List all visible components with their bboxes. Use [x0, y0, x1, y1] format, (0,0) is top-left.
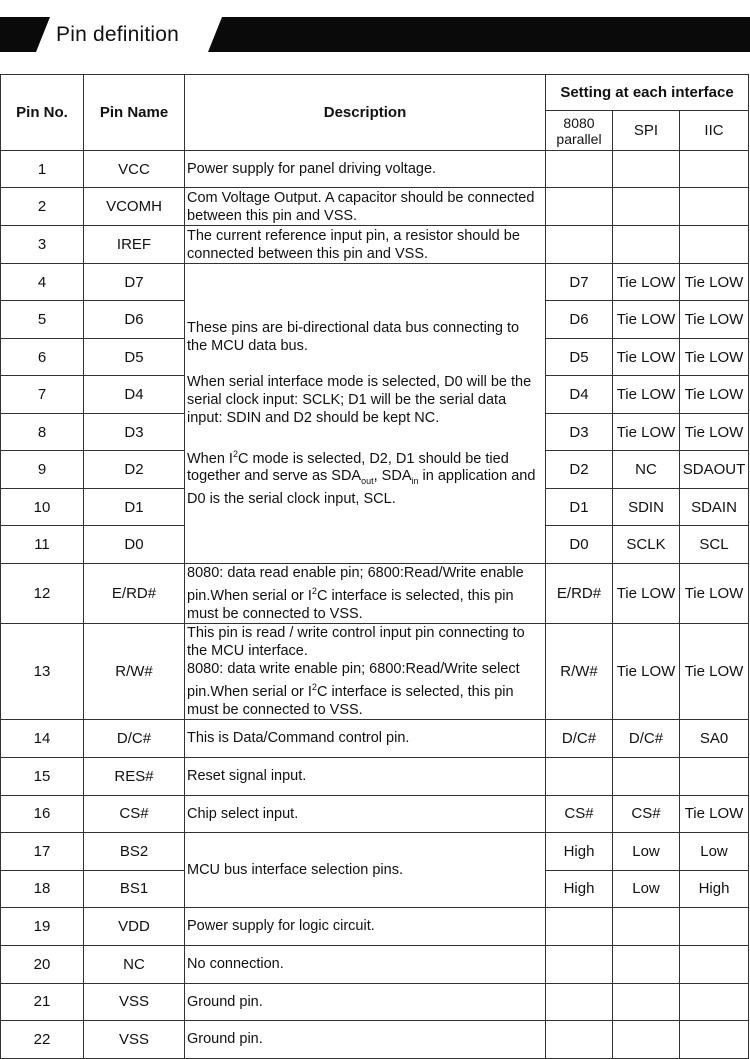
pin-no: 12: [1, 564, 84, 624]
pin-description: No connection.: [185, 945, 546, 983]
setting-8080: D1: [546, 489, 613, 526]
setting-spi: [613, 188, 680, 226]
pin-no: 13: [1, 623, 84, 719]
setting-spi: D/C#: [613, 719, 680, 757]
data-bus-desc-p1: These pins are bi-directional data bus connecting to the MCU data bus.: [187, 319, 520, 354]
pin-description: 8080: data read enable pin; 6800:Read/Write enable pin.When serial or $I^2C$ interface is selected, this pin must be connected to VSS.: [185, 564, 546, 624]
pin-no: 15: [1, 757, 84, 795]
header-row-1: [1, 75, 749, 111]
setting-iic: High: [680, 870, 749, 907]
setting-8080: D5: [546, 339, 613, 376]
setting-iic: [680, 1020, 749, 1058]
setting-spi: [613, 983, 680, 1020]
table-row: [1, 795, 749, 832]
pin-name: D6: [84, 301, 185, 339]
pin-name: VCOMH: [84, 188, 185, 226]
table-row: [1, 983, 749, 1020]
setting-iic: Tie LOW: [680, 623, 749, 719]
pin-name: BS2: [84, 832, 185, 870]
setting-8080: D6: [546, 301, 613, 339]
table-row: [1, 151, 749, 188]
pin-no: 20: [1, 945, 84, 983]
pin-no: 11: [1, 526, 84, 564]
pin-no: 16: [1, 795, 84, 832]
pin-no: 4: [1, 264, 84, 301]
setting-spi: Tie LOW: [613, 623, 680, 719]
setting-8080: D/C#: [546, 719, 613, 757]
pin-no: 8: [1, 414, 84, 451]
setting-8080: E/RD#: [546, 564, 613, 624]
pin-no: 3: [1, 226, 84, 264]
setting-iic: [680, 983, 749, 1020]
pin-no: 18: [1, 870, 84, 907]
setting-iic: [680, 226, 749, 264]
setting-8080: D7: [546, 264, 613, 301]
pin-description: Ground pin.: [185, 1020, 546, 1058]
pin-name: BS1: [84, 870, 185, 907]
setting-iic: SCL: [680, 526, 749, 564]
setting-spi: [613, 907, 680, 945]
setting-iic: SDAIN: [680, 489, 749, 526]
pin-no: 2: [1, 188, 84, 226]
pin-no: 9: [1, 451, 84, 489]
setting-iic: Tie LOW: [680, 414, 749, 451]
pin-name: VSS: [84, 1020, 185, 1058]
setting-iic: [680, 907, 749, 945]
setting-8080: [546, 757, 613, 795]
setting-iic: [680, 151, 749, 188]
pin-name: VCC: [84, 151, 185, 188]
pin-description: Chip select input.: [185, 795, 546, 832]
header-description: Description: [185, 75, 546, 151]
pin-name: D7: [84, 264, 185, 301]
setting-spi: Tie LOW: [613, 414, 680, 451]
pin-no: 10: [1, 489, 84, 526]
setting-spi: [613, 226, 680, 264]
setting-8080: [546, 151, 613, 188]
table-row: [1, 623, 749, 719]
header-setting: Setting at each interface: [546, 75, 749, 111]
setting-spi: [613, 1020, 680, 1058]
setting-spi: Tie LOW: [613, 301, 680, 339]
pin-name: D/C#: [84, 719, 185, 757]
pin-table-container: [0, 74, 750, 1059]
setting-spi: Low: [613, 870, 680, 907]
pin-name: IREF: [84, 226, 185, 264]
setting-iic: Tie LOW: [680, 564, 749, 624]
pin-description: This pin is read / write control input pin connecting to the MCU interface. 8080: data write enable pin; 6800:Read/Write select pin.When serial or $I^2C$ interface is selected, this pin must be connected to VSS.: [185, 623, 546, 719]
setting-iic: [680, 945, 749, 983]
setting-8080: [546, 188, 613, 226]
table-row: [1, 907, 749, 945]
setting-iic: [680, 757, 749, 795]
table-row: [1, 264, 749, 301]
section-title: Pin definition: [56, 23, 180, 46]
table-row: [1, 226, 749, 264]
pin-no: 5: [1, 301, 84, 339]
setting-8080: [546, 945, 613, 983]
pin-name: VSS: [84, 983, 185, 1020]
table-row: [1, 757, 749, 795]
pin-no: 7: [1, 376, 84, 414]
pin-name: D3: [84, 414, 185, 451]
setting-spi: [613, 945, 680, 983]
pin-name: D2: [84, 451, 185, 489]
setting-iic: [680, 188, 749, 226]
setting-8080: High: [546, 870, 613, 907]
pin-no: 21: [1, 983, 84, 1020]
header-8080-line2: parallel: [556, 130, 602, 147]
data-bus-desc-p3: When $I^2C$ mode is selected, D2, D1 should be tied together and serve as $SDA_{out}$, $SDA_{in}$ in application and D0 is the serial clock input, SCL.: [187, 448, 536, 508]
header-8080: [546, 111, 613, 151]
setting-spi: NC: [613, 451, 680, 489]
setting-spi: Tie LOW: [613, 264, 680, 301]
header-8080-line1: 8080: [563, 114, 595, 131]
setting-spi: Low: [613, 832, 680, 870]
pin-name: NC: [84, 945, 185, 983]
setting-spi: [613, 757, 680, 795]
pin-description: This is Data/Command control pin.: [185, 719, 546, 757]
pin-description: Power supply for logic circuit.: [185, 907, 546, 945]
header-iic: IIC: [680, 111, 749, 151]
setting-spi: CS#: [613, 795, 680, 832]
header-pin-no: Pin No.: [1, 75, 84, 151]
table-row: [1, 1020, 749, 1058]
pin-name: D1: [84, 489, 185, 526]
pin-description: Com Voltage Output. A capacitor should be connected between this pin and VSS.: [185, 188, 546, 226]
setting-spi: Tie LOW: [613, 564, 680, 624]
pin-description: Ground pin.: [185, 983, 546, 1020]
setting-spi: Tie LOW: [613, 339, 680, 376]
setting-spi: SDIN: [613, 489, 680, 526]
setting-iic: Low: [680, 832, 749, 870]
pin-name: VDD: [84, 907, 185, 945]
pin-name: CS#: [84, 795, 185, 832]
setting-8080: R/W#: [546, 623, 613, 719]
setting-spi: [613, 151, 680, 188]
setting-iic: SA0: [680, 719, 749, 757]
setting-8080: CS#: [546, 795, 613, 832]
table-row: [1, 564, 749, 624]
pin-description: The current reference input pin, a resistor should be connected between this pin and VSS.: [185, 226, 546, 264]
pin-name: D0: [84, 526, 185, 564]
header-pin-name: Pin Name: [84, 75, 185, 151]
setting-8080: D3: [546, 414, 613, 451]
pin-no: 22: [1, 1020, 84, 1058]
setting-8080: High: [546, 832, 613, 870]
pin-no: 17: [1, 832, 84, 870]
setting-iic: Tie LOW: [680, 339, 749, 376]
setting-iic: Tie LOW: [680, 795, 749, 832]
setting-8080: D2: [546, 451, 613, 489]
header-spi: SPI: [613, 111, 680, 151]
table-row: [1, 188, 749, 226]
bus-select-description: MCU bus interface selection pins.: [185, 832, 546, 907]
setting-iic: SDAOUT: [680, 451, 749, 489]
pin-name: D5: [84, 339, 185, 376]
pin-name: R/W#: [84, 623, 185, 719]
setting-8080: [546, 1020, 613, 1058]
pin-no: 1: [1, 151, 84, 188]
setting-iic: Tie LOW: [680, 301, 749, 339]
setting-8080: D0: [546, 526, 613, 564]
table-row: [1, 719, 749, 757]
pin-name: D4: [84, 376, 185, 414]
pin-description: Power supply for panel driving voltage.: [185, 151, 546, 188]
setting-iic: Tie LOW: [680, 376, 749, 414]
setting-8080: [546, 226, 613, 264]
data-bus-description: [185, 264, 546, 564]
setting-8080: D4: [546, 376, 613, 414]
setting-8080: [546, 907, 613, 945]
pin-name: E/RD#: [84, 564, 185, 624]
pin-definition-table: [0, 74, 749, 1059]
pin-no: 19: [1, 907, 84, 945]
pin-name: RES#: [84, 757, 185, 795]
pin-no: 6: [1, 339, 84, 376]
setting-spi: SCLK: [613, 526, 680, 564]
setting-spi: Tie LOW: [613, 376, 680, 414]
setting-iic: Tie LOW: [680, 264, 749, 301]
setting-8080: [546, 983, 613, 1020]
data-bus-desc-p2: When serial interface mode is selected, D0 will be the serial clock input: SCLK; D1 will be the serial data input: SDIN and D2 should be kept NC.: [187, 373, 532, 426]
pin-description: Reset signal input.: [185, 757, 546, 795]
table-row: [1, 945, 749, 983]
table-row: [1, 832, 749, 870]
pin-no: 14: [1, 719, 84, 757]
